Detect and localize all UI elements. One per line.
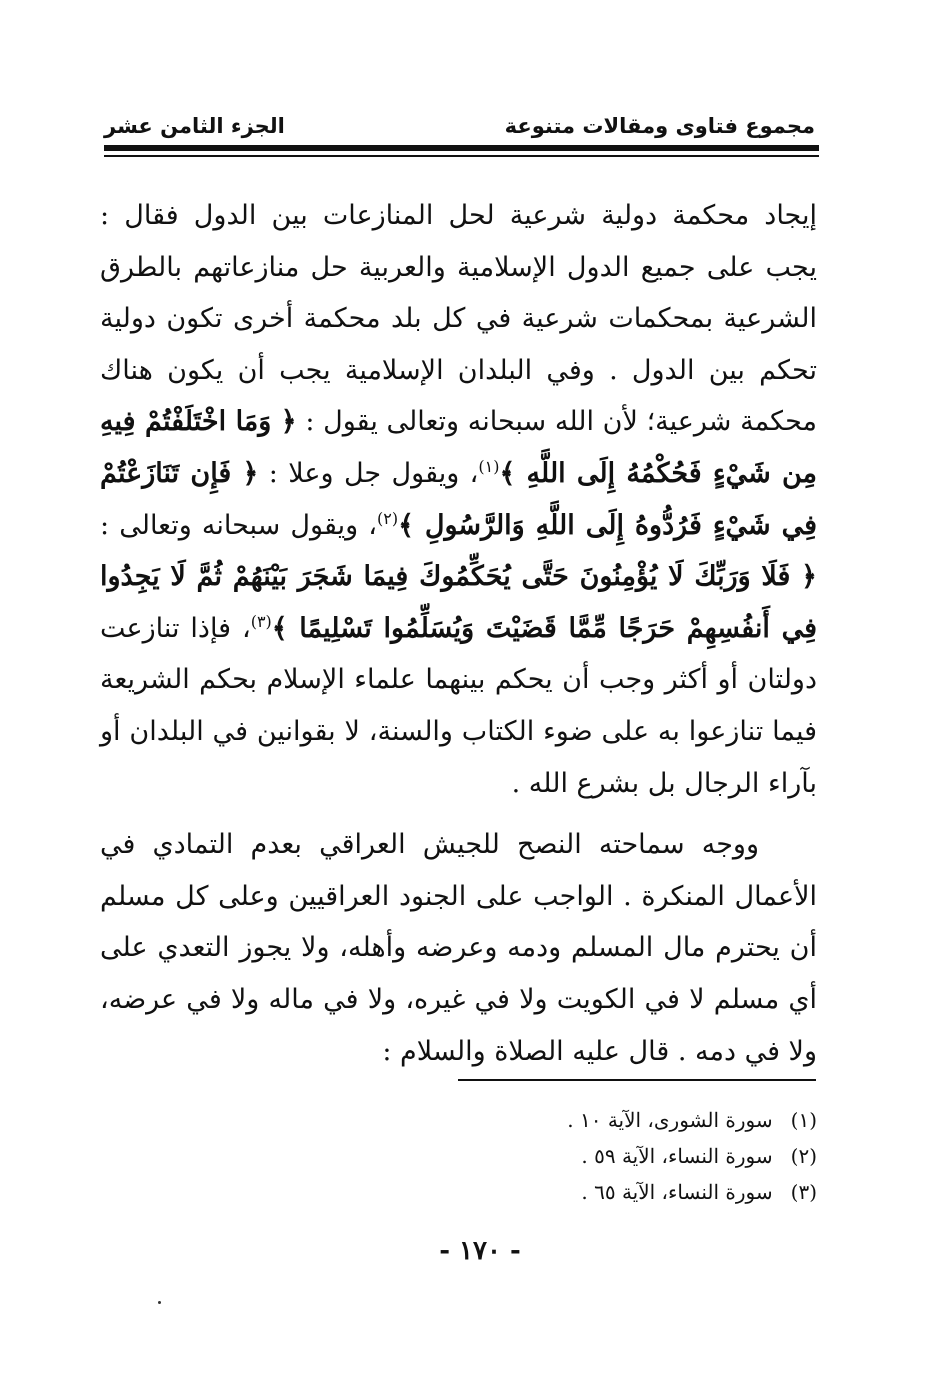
paragraph-2: ووجه سماحته النصح للجيش العراقي بعدم التمادي في الأعمال المنكرة . الواجب على الجنود العراقيين وعلى كل مسلم أن يحترم مال المسلم ودمه وعرضه وأهله، ولا يجوز التعدي على أي مسلم لا في الكويت ولا في غيره، ولا في ماله ولا في عرضه، ولا في دمه . قال عليه الصلاة والسلام : xyxy=(100,829,818,1067)
footnotes xyxy=(397,1102,817,1210)
footnote-ref-1: (١) xyxy=(478,456,500,476)
quran-verse-3: ﴿ فَلَا وَرَبِّكَ لَا يُؤْمِنُونَ حَتَّى يُحَكِّمُوكَ فِيمَا شَجَرَ بَيْنَهُمْ ثُمَّ لَا يَجِدُوا فِي أَنفُسِهِمْ حَرَجًا مِّمَّا قَضَيْتَ وَيُسَلِّمُوا تَسْلِيمًا ﴾ xyxy=(100,561,817,644)
scan-speck xyxy=(158,1301,161,1304)
quran-verse-2: ﴿ فَإِن تَنَازَعْتُمْ فِي شَيْءٍ فَرُدُّوهُ إِلَى اللَّهِ وَالرَّسُولِ ﴾ xyxy=(100,457,817,541)
header-rule-thin xyxy=(104,155,819,157)
footnote-number: (١) xyxy=(790,1108,817,1132)
footnote-item xyxy=(397,1174,817,1210)
paragraph-1-conclusion: ، فإذا تنازعت دولتان أو أكثر وجب أن يحكم بينهما علماء الإسلام بحكم الشريعة فيما تنازعوا به على ضوء الكتاب والسنة، لا بقوانين في البلدان أو بآراء الرجال بل بشرع الله . xyxy=(100,612,817,799)
page-number: - ١٧٠ - xyxy=(439,1236,521,1266)
quran-verse-1: ﴿ وَمَا اخْتَلَفْتُمْ فِيهِ مِن شَيْءٍ فَحُكْمُهُ إِلَى اللَّهِ ﴾ xyxy=(100,406,817,489)
volume-label: الجزء الثامن عشر xyxy=(104,114,285,138)
header-rule-thick xyxy=(104,145,819,151)
footnote-text: سورة النساء، الآية ٦٥ . xyxy=(581,1180,773,1204)
footnote-ref-3: (٣) xyxy=(250,611,272,631)
paragraph-1 xyxy=(100,190,817,809)
main-text xyxy=(100,190,817,1077)
footnote-item xyxy=(397,1102,817,1138)
footnote-number: (٣) xyxy=(790,1180,817,1204)
running-header xyxy=(104,108,815,144)
footnote-text: سورة الشورى، الآية ١٠ . xyxy=(567,1108,773,1132)
footnote-item xyxy=(397,1138,817,1174)
paragraph-1-connector-2: ، ويقول سبحانه وتعالى : xyxy=(100,509,378,541)
paragraph-1-intro: إيجاد محكمة دولية شرعية لحل المنازعات بين الدول فقال : يجب على جميع الدول الإسلامية والعربية حل منازعاتهم بالطرق الشرعية بمحكمات شرعية في كل بلد محكمة أخرى تكون دولية تحكم بين الدول . وفي البلدان الإسلامية يجب أن يكون هناك محكمة شرعية؛ لأن الله سبحانه وتعالى يقول : xyxy=(100,200,817,438)
footnote-ref-2: (٢) xyxy=(377,508,399,528)
book-title: مجموع فتاوى ومقالات متنوعة xyxy=(504,114,815,138)
footnote-text: سورة النساء، الآية ٥٩ . xyxy=(581,1144,773,1168)
paragraph-1-connector-1: ، ويقول جل وعلا : xyxy=(268,457,479,489)
footnote-number: (٢) xyxy=(790,1144,817,1168)
footnote-separator xyxy=(458,1079,816,1081)
